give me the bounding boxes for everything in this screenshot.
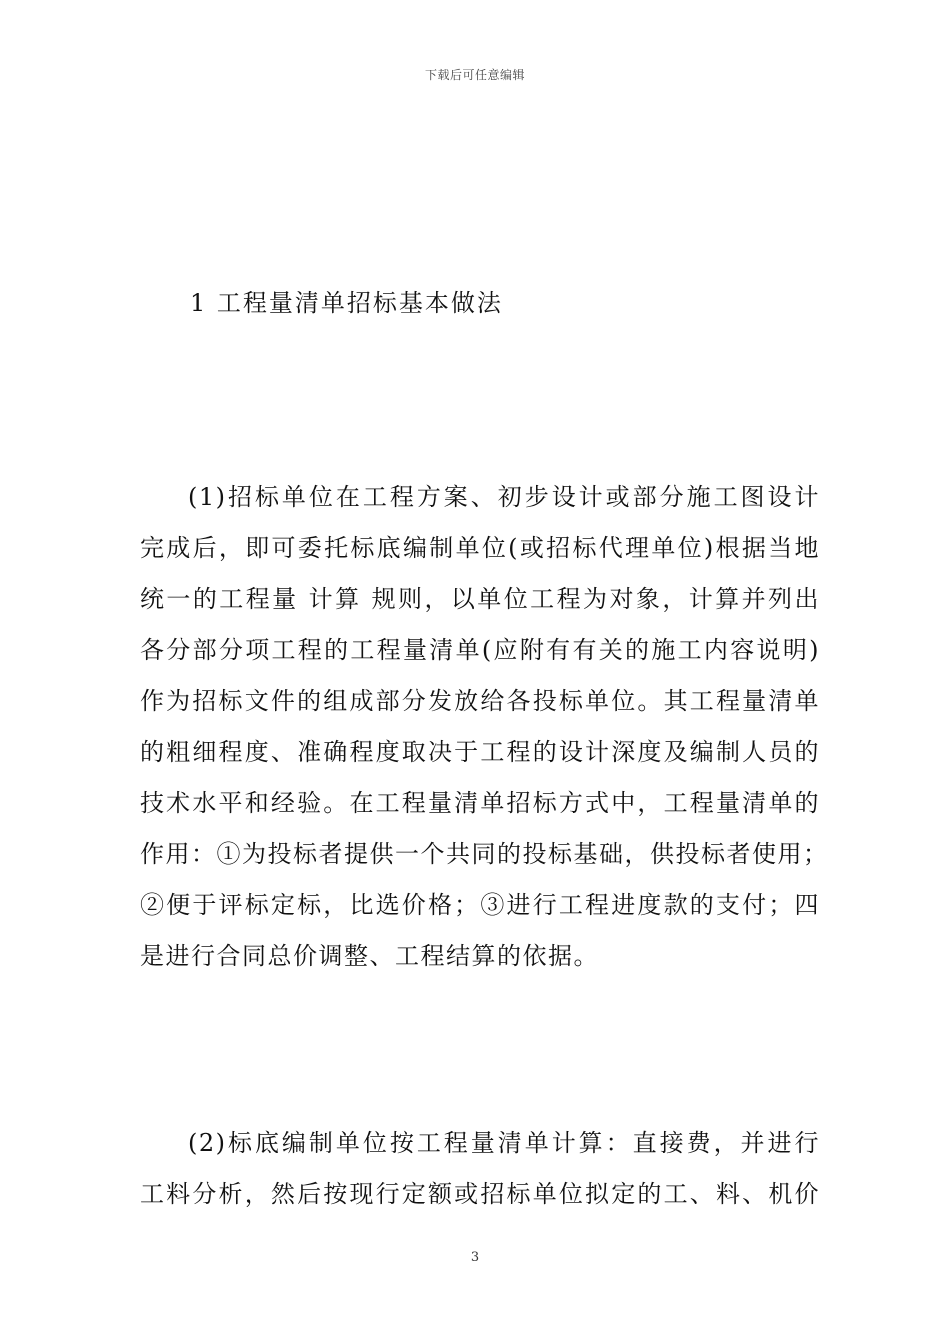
paragraph-line: 完成后，即可委托标底编制单位(或招标代理单位)根据当地	[140, 534, 820, 562]
paragraph-line: ②便于评标定标，比选价格；③进行工程进度款的支付；四	[140, 891, 820, 919]
paragraph-line: (2)标底编制单位按工程量清单计算：直接费，并进行	[188, 1129, 820, 1157]
paragraph-line: (1)招标单位在工程方案、初步设计或部分施工图设计	[188, 483, 820, 511]
paragraph-line: 技术水平和经验。在工程量清单招标方式中，工程量清单的	[140, 789, 820, 817]
page-number: 3	[470, 1250, 480, 1265]
paragraph-line: 作用：①为投标者提供一个共同的投标基础，供投标者使用；	[140, 840, 829, 868]
paragraph-line: 工料分析，然后按现行定额或招标单位拟定的工、料、机价	[140, 1180, 820, 1208]
paragraph-line: 的粗细程度、准确程度取决于工程的设计深度及编制人员的	[140, 738, 820, 766]
paragraph-1	[140, 472, 829, 982]
paragraph-line: 作为招标文件的组成部分发放给各投标单位。其工程量清单	[140, 687, 820, 715]
paragraph-line: 统一的工程量 计算 规则，以单位工程为对象，计算并列出	[140, 585, 820, 613]
paragraph-line: 各分部分项工程的工程量清单(应附有有关的施工内容说明)	[140, 636, 820, 664]
paragraph-line: 是进行合同总价调整、工程结算的依据。	[140, 942, 599, 970]
paragraph-2	[140, 1118, 820, 1220]
section-heading: 1 工程量清单招标基本做法	[190, 289, 503, 317]
header-note: 下载后可任意编辑	[424, 68, 525, 82]
